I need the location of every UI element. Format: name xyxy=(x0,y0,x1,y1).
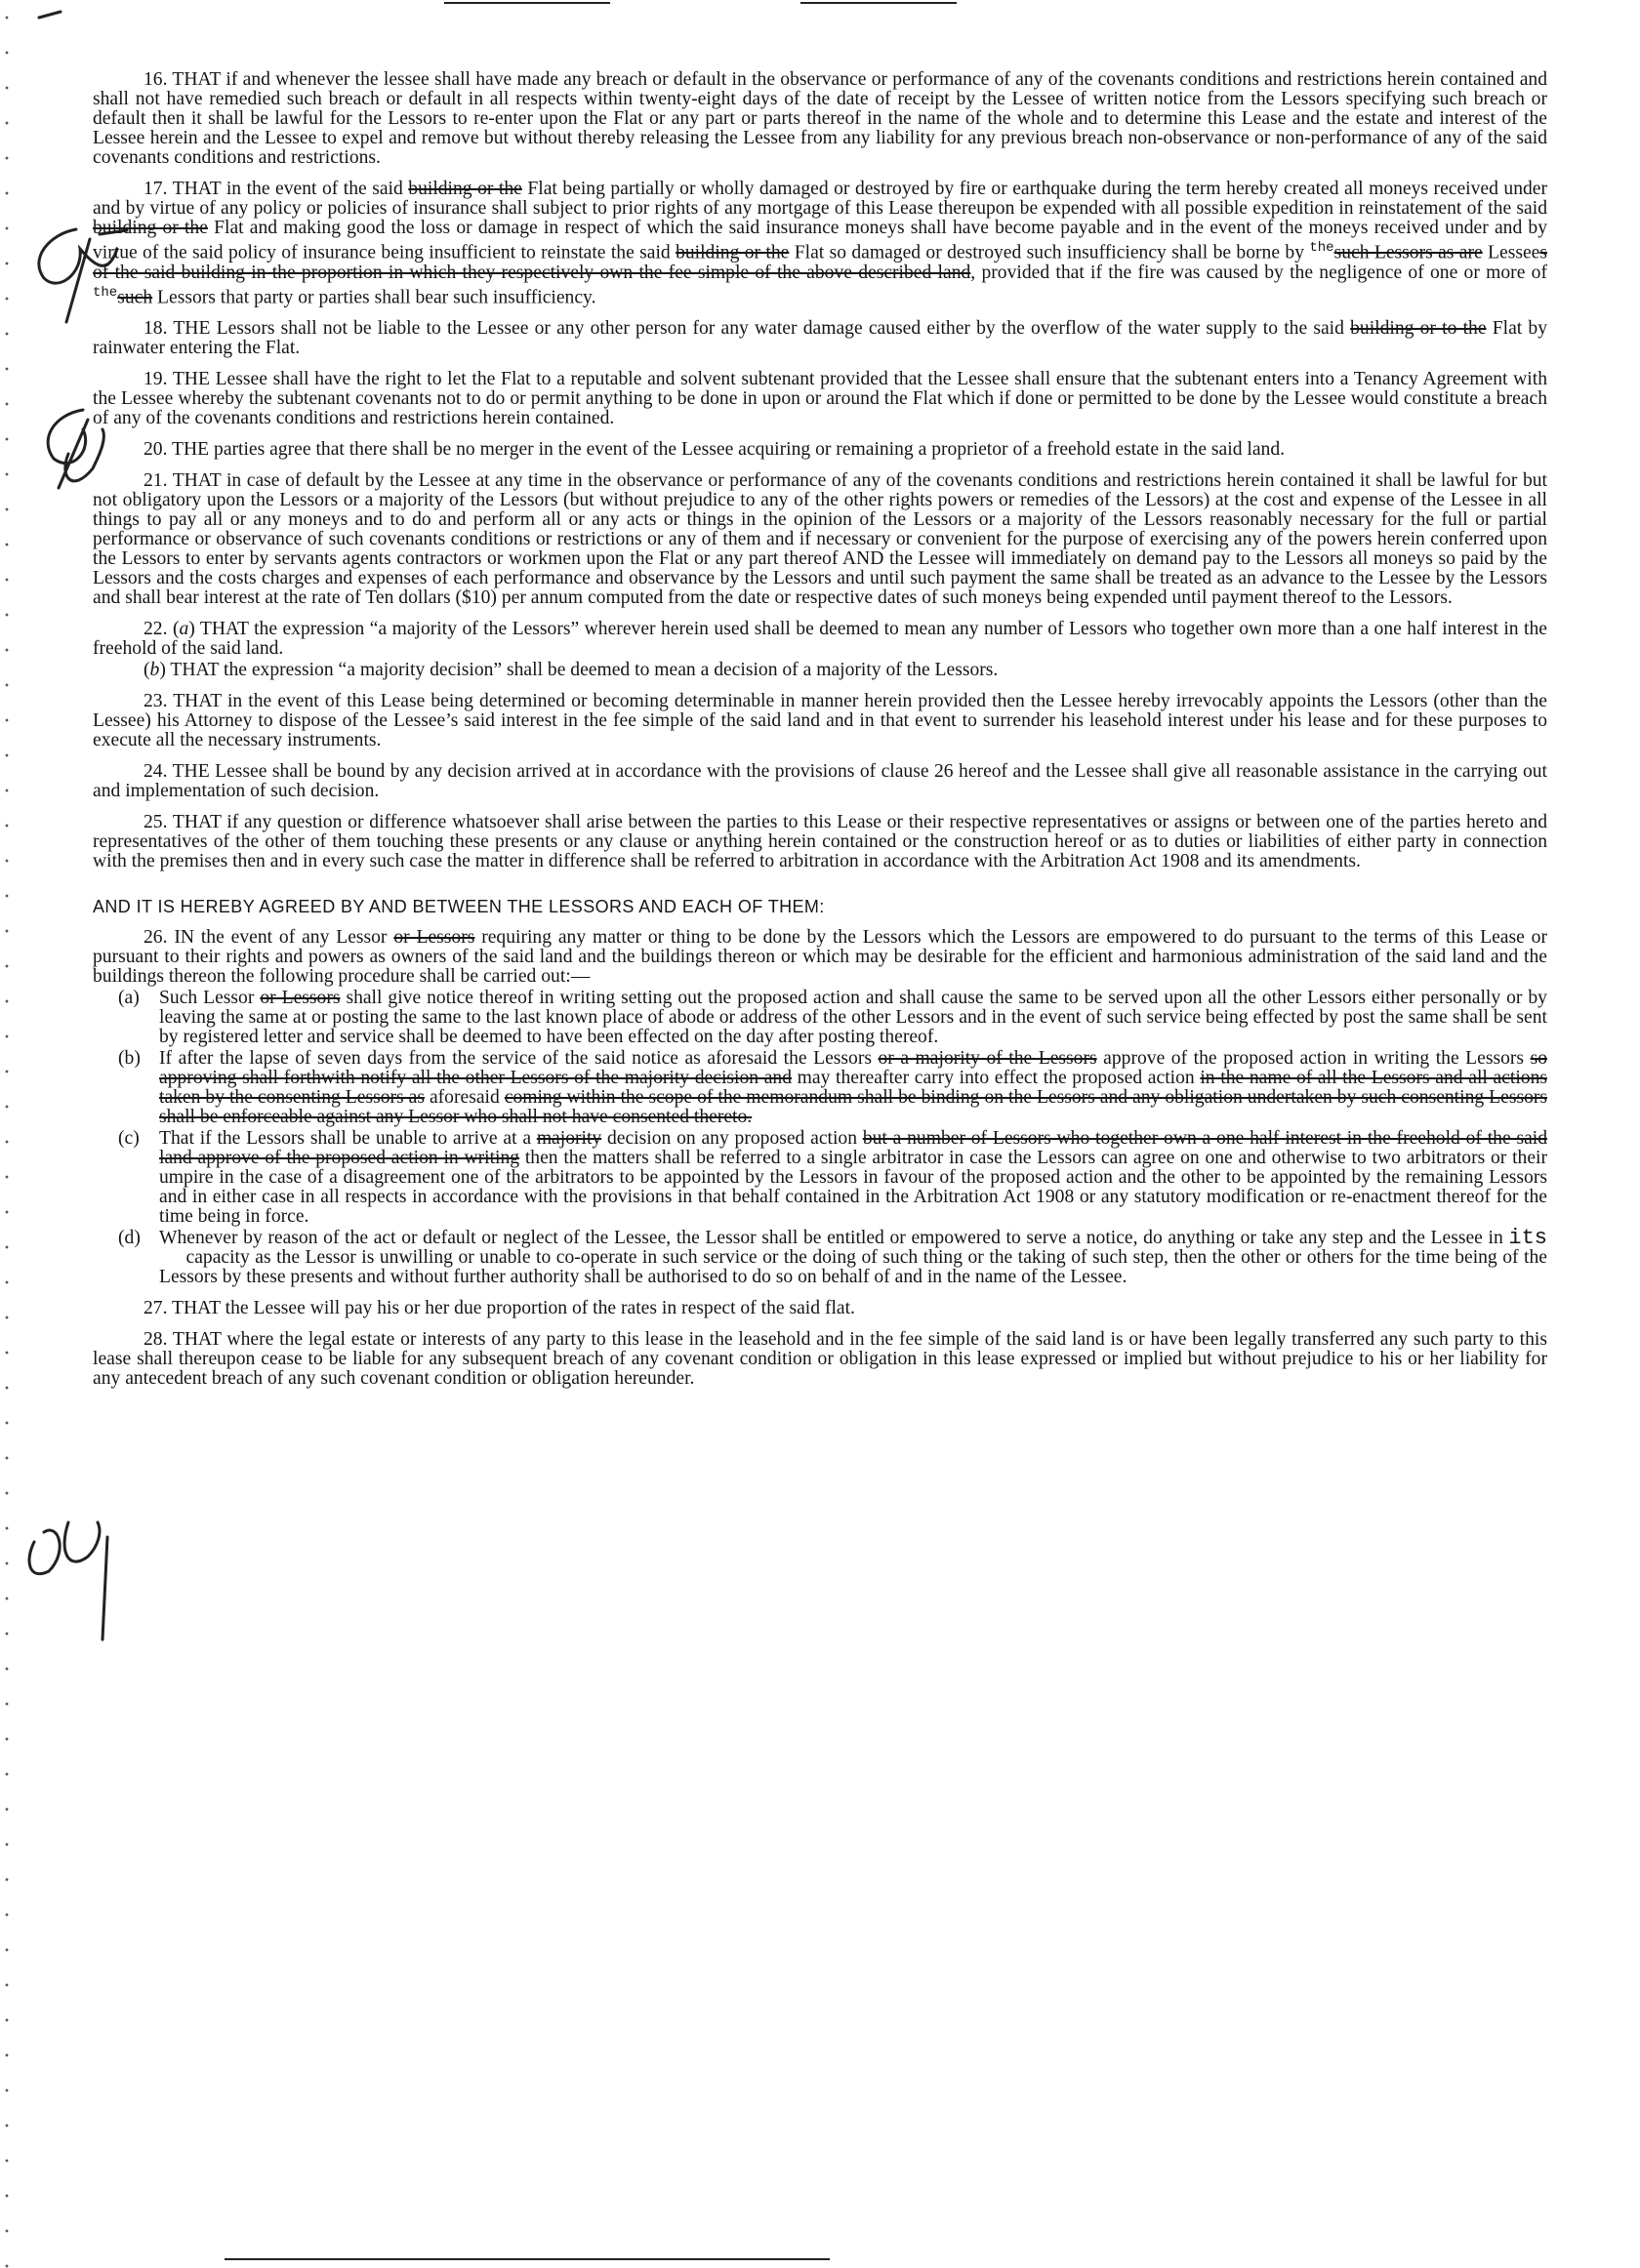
section-heading: AND IT IS HEREBY AGREED BY AND BETWEEN THE LESSORS AND EACH OF THEM: xyxy=(93,897,825,917)
struck-text: majority xyxy=(536,1128,602,1150)
subclause-text: Whenever by reason of the act or default or neglect of the Lessee, the Lessor shall be entitled or empowered to serve a notice, do anything or take any step and the Lessee in its capacity as the Lessor is unwilling or unable to co-operate in such service or the doing of such thing or the taking of such step, then the other or others for the time being of the Lessors by these presents and without further authority shall be authorised to do so on behalf of and in the name of the Lessee. xyxy=(159,1226,1547,1288)
subclause-label: (d) xyxy=(118,1228,141,1249)
subclause-label: (c) xyxy=(118,1128,140,1150)
subclause-label: (a) xyxy=(118,988,140,1009)
clause-17: 17. THAT in the event of the said building or the Flat being partially or wholly damaged or destroyed by fire or earthquake during the term hereby created all moneys received under and by virtue of any policy or policies of insurance shall subject to prior rights of any mortgage of this Lease thereupon be expended with all possible expedition in reinstatement of the said building or the Flat and making good the loss or damage in respect of which the said insurance moneys shall have become payable and in the event of the moneys received under and by virtue of the said policy of insurance being insufficient to reinstate the said building or the Flat so damaged or destroyed such insufficiency shall be borne by $^{the}$such Lessors as are Lessees of the said building in the proportion in which they respectively own the fee simple of the above described land, provided that if the fire was caused by the negligence of one or more of $^{the}$such Lessors that party or parties shall bear such insufficiency. xyxy=(93,179,1548,308)
subclause-text: If after the lapse of seven days from the service of the said notice as aforesaid the Lessors or a majority of the Lessors approve of the proposed action in writing the Lessors so approving shall forthwith notify all the other Lessors of the majority decision and may thereafter carry into effect the proposed action in the name of all the Lessors and all actions taken by the consenting Lessors as aforesaid coming within the scope of the memorandum shall be binding on the Lessors and any obligation undertaken by such consenting Lessors shall be enforceable against any Lessor who shall not have consented thereto. xyxy=(159,1048,1548,1128)
struck-text: building or the xyxy=(676,242,790,263)
subclause-c xyxy=(93,1129,1547,1227)
inserted-text: the xyxy=(93,284,118,301)
clause-22a: 22. (a) THAT the expression “a majority of the Lessors” wherever herein used shall be deemed to mean any number of Lessors who together own more than a one half interest in the freehold of the said land. xyxy=(93,619,1547,660)
struck-text: building or to the xyxy=(1350,318,1487,340)
subclause-d xyxy=(93,1226,1547,1288)
document-body xyxy=(93,70,1547,1400)
clause-23: 23. THAT in the event of this Lease being determined or becoming determinable in manner herein provided then the Lessee hereby irrevocably appoints the Lessors (other than the Lessee) his Attorney to dispose of the Lessee’s said interest in the fee simple of the said land and in that event to surrender his leasehold interest under his lease and for these purposes to execute all the necessary instruments. xyxy=(93,691,1547,751)
struck-text: but a number of Lessors who together own a one half interest in the freehold of the said land approve of the proposed action in writing xyxy=(159,1128,1548,1169)
clause-28: 28. THAT where the legal estate or interests of any party to this lease in the leasehold and in the fee simple of the said land is or have been legally transferred any such party to this lease shall thereupon cease to be liable for any subsequent breach of any covenant condition or obligation in this lease expressed or implied but without prejudice to his or her liability for any antecedent breach of any such covenant condition or obligation hereunder. xyxy=(93,1329,1547,1390)
subclause-label: (b) xyxy=(118,1048,141,1070)
struck-text: or Lessors xyxy=(260,988,341,1009)
clause-27: 27. THAT the Lessee will pay his or her due proportion of the rates in respect of the said flat. xyxy=(144,1298,855,1319)
clause-19: 19. THE Lessee shall have the right to let the Flat to a reputable and solvent subtenant provided that the Lessee shall ensure that the subtenant enters into a Tenancy Agreement with the Lessee whereby the subtenant covenants not to do or permit anything to be done in upon or around the Flat which if done or permitted to be done by the Lessee would constitute a breach of any of the covenants conditions and restrictions herein contained. xyxy=(93,369,1547,429)
struck-text: coming within the scope of the memorandum shall be binding on the Lessors and any obligation undertaken by such consenting Lessors shall be enforceable against any Lessor who shall not have consented thereto. xyxy=(159,1087,1548,1128)
inserted-text: its xyxy=(1508,1226,1547,1251)
struck-text: such Lessors as are xyxy=(1333,242,1483,263)
clause-24: 24. THE Lessee shall be bound by any decision arrived at in accordance with the provisions of clause 26 hereof and the Lessee shall give all reasonable assistance in the carrying out and implementation of such decision. xyxy=(93,761,1547,802)
struck-text: or a majority of the Lessors xyxy=(878,1048,1097,1070)
initials-mark-icon xyxy=(29,1522,107,1640)
subclause-b xyxy=(93,1049,1547,1127)
struck-text: so approving shall forthwith notify all the other Lessors of the majority decision and xyxy=(159,1048,1547,1089)
pen-mark-icon xyxy=(39,12,61,18)
struck-text: building or the xyxy=(93,218,208,238)
subclause-a xyxy=(93,989,1547,1047)
clause-20: 20. THE parties agree that there shall be no merger in the event of the Lessee acquiring or remaining a proprietor of a freehold estate in the said land. xyxy=(144,439,1286,461)
inserted-text: the xyxy=(1309,240,1334,256)
struck-text: or Lessors xyxy=(393,927,475,949)
subclause-text: That if the Lessors shall be unable to arrive at a majority decision on any proposed action but a number of Lessors who together own a one half interest in the freehold of the said land approve of the proposed action in writing then the matters shall be referred to a single arbitrator in case the Lessors can agree on one and otherwise to two arbitrators or their umpire in the case of a disagreement one of the arbitrators to be appointed by the Lessors in favour of the proposed action and the other to be appointed by the remaining Lessors and in either case in all respects in accordance with the provisions in that behalf contained in the Arbitration Act 1908 or any statutory modification or re-enactment thereof for the time being in force. xyxy=(159,1128,1548,1228)
struck-text: building or the xyxy=(408,179,522,199)
clause-16: 16. THAT if and whenever the lessee shall have made any breach or default in the observance or performance of any of the covenants conditions and restrictions herein contained and shall not have remedied such breach or default in all respects within twenty-eight days of the date of receipt by the Lessee of written notice from the Lessors specifying such breach or default then it shall be lawful for the Lessors to re-enter upon the Flat or any part or parts thereof in the name of the whole and to determine this Lease and the estate and interest of the Lessee herein and the Lessee to expel and remove but without thereby releasing the Lessee from any liability for any previous breach non-observance or non-performance of any of the said covenants conditions and restrictions. xyxy=(93,69,1547,168)
struck-text: such xyxy=(117,287,153,308)
struck-text: in the name of all the Lessors and all actions taken by the consenting Lessors as xyxy=(159,1068,1547,1109)
clause-25: 25. THAT if any question or difference whatsoever shall arise between the parties to this Lease or their respective representatives or assigns or between one of the parties hereto and representatives of the other of them touching these presents or any clause or anything herein contained or the construction hereof or as to duties or liabilities of either party in connection with the premises then and in every such case the matter in difference shall be referred to arbitration in accordance with the Arbitration Act 1908 and its amendments. xyxy=(93,812,1547,872)
clause-18: 18. THE Lessors shall not be liable to the Lessee or any other person for any water damage caused either by the overflow of the water supply to the said building or to the Flat by rainwater entering the Flat. xyxy=(93,318,1547,359)
clause-26: 26. IN the event of any Lessor or Lessors requiring any matter or thing to be done by the Lessors which the Lessors are empowered to do pursuant to the terms of this Lease or pursuant to their rights and powers as owners of the said land and the buildings thereon or which may be desirable for the efficient and harmonious administration of the said land and the buildings thereon the following procedure shall be carried out:— xyxy=(93,927,1547,988)
clause-21: 21. THAT in case of default by the Lessee at any time in the observance or performance of any of the covenants conditions and restrictions herein contained it shall be lawful for but not obligatory upon the Lessors or a majority of the Lessors (but without prejudice to any of the other rights powers or remedies of the Lessors) at the cost and expense of the Lessee in all things to pay all or any moneys and to do and perform all or any acts or things in the opinion of the Lessors or a majority of the Lessors reasonably necessary for the full or partial performance or observance of such covenants conditions or restrictions or any of them and if necessary or convenient for the purpose of exercising any of the powers herein conferred upon the Lessors to enter by servants agents contractors or workmen upon the Flat or any part thereof AND the Lessee will immediately on demand pay to the Lessors all moneys so paid by the Lessors and the costs charges and expenses of each performance and observance by the Lessors and until such payment the same shall be treated as an advance to the Lessee by the Lessors and shall bear interest at the rate of Ten dollars ($10) per annum computed from the date or respective dates of such moneys being expended until payment thereof to the Lessors. xyxy=(93,470,1547,609)
subclause-text: Such Lessor or Lessors shall give notice thereof in writing setting out the proposed action and shall cause the same to be served upon all the other Lessors either personally or by leaving the same at or posting the same to the last known place of abode or address of the other Lessors and in the event of such service being effected by post the same shall be sent by registered letter and service shall be deemed to have been effected on the day after posting thereof. xyxy=(159,988,1547,1048)
clause-22b: (b) THAT the expression “a majority decision” shall be deemed to mean a decision of a majority of the Lessors. xyxy=(144,660,999,681)
struck-text: s of the said building in the proportion in which they respectively own the fee simple of the above described land xyxy=(93,242,1547,283)
